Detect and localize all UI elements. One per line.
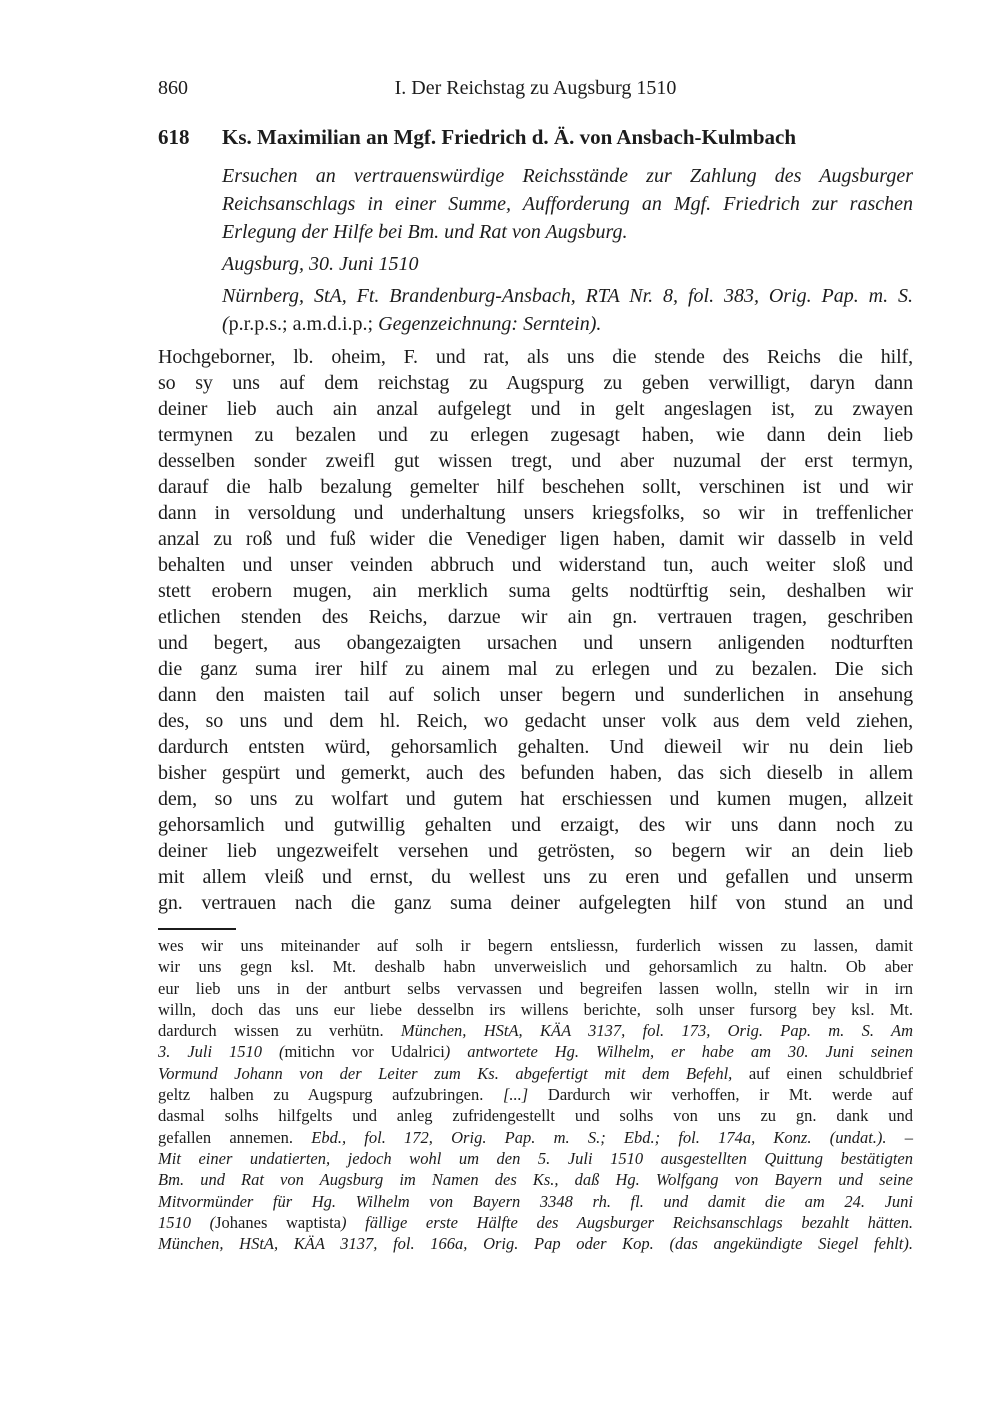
text-line [158,956,913,977]
document-summary [222,162,913,246]
text-line: behalten und unser veinden abbruch und widerstand tun, auch weiter sloß und [158,554,913,576]
text-line: deiner lieb auch ain anzal aufgelegt und in gelt angeslagen ist, zu zwayen [158,398,913,420]
text-line: stett erobern mugen, ain merklich suma gelts nodtürftig sein, deshalben wir [158,580,913,602]
footnote-text [158,935,913,1254]
italic-segment: Mit einer undatierten, jedoch wohl um den 5. Juli 1510 ausgestellten Quittung bestätigten [158,1148,913,1168]
text-line: bisher gespürt und gemerkt, auch des befunden haben, das sich dieselb in allem [158,762,913,784]
text-line: Hochgeborner, lb. oheim, F. und rat, als uns die stende des Reichs die hilf, [158,346,913,368]
italic-segment: ) fällige erste Hälfte des Augsburger Reichsanschlags bezahlt hätten. [340,1212,913,1232]
text-line [158,999,913,1020]
text-line: anzal zu roß und fuß wider die Venediger ligen haben, damit wir dasselb in veld [158,528,913,550]
text-line [158,1127,913,1148]
text-line: die ganz suma irer hilf zu ainem mal zu erlegen und zu bezalen. Die sich [158,658,913,680]
document-number: 618 [158,125,190,149]
italic-segment: Vormund Johann von der Leiter zum Ks. abgefertigt mit dem Befehl, [158,1063,733,1083]
text-line: termynen zu bezalen und zu erlegen zugesagt haben, wie dann dein lieb [158,424,913,446]
text-line [158,1020,913,1041]
text-line [222,310,913,338]
roman-segment: mitichn vor Udalrici [284,1042,445,1062]
italic-segment: ) antwortete Hg. Wilhelm, er habe am 30. Juni seinen [444,1042,913,1062]
italic-segment: München, HStA, KÄA 3137, fol. 173, Orig. Pap. m. S. Am [400,1021,914,1041]
roman-segment: dasmal solhs hilfgelts und anleg zufridengestellt und solhs von uns zu gn. dank und [158,1106,913,1126]
archive-reference [222,282,913,338]
roman-segment: gefallen annemen. [158,1127,312,1147]
text-line: darauf die halb bezalung gemelter hilf beschehen sollt, verschinen ist und wir [158,476,913,498]
italic-segment: Bm. und Rat von Augsburg im Namen des Ks., daß Hg. Wolfgang von Bayern und seine [158,1170,913,1190]
text-line: desselben sonder zweifl gut wissen tregt, und aber nuzumal der erst termyn, [158,450,913,472]
roman-segment: Dardurch wir verhoffen, ir Mt. werde auf [528,1085,913,1105]
document-date: Augsburg, 30. Juni 1510 [222,253,419,275]
text-line: des, so uns und dem hl. Reich, wo gedacht unser volk aus dem veld ziehen, [158,710,913,732]
text-line [158,935,913,956]
text-line: deiner lieb ungezweifelt versehen und getrösten, so begern wir an dein lieb [158,840,913,862]
italic-segment: Ebd., fol. 172, Orig. Pap. m. S.; Ebd.; fol. 174a, Konz. (undat.). – [311,1127,913,1147]
italic-segment: München, HStA, KÄA 3137, fol. 166a, Orig. Pap oder Kop. (das angekündigte Siegel fehlt). [158,1234,913,1254]
page-header [158,0,913,100]
text-line [158,1084,913,1105]
footnote-rule [158,928,236,930]
roman-segment: dardurch wissen zu verhütn. [158,1021,401,1041]
text-line: etlichen stenden des Reichs, darzue wir ain gn. vertrauen tragen, geschriben [158,606,913,628]
roman-segment: wes wir uns miteinander auf solh ir begern entsliessn, furderlich wissen zu lassen, damit [158,936,913,955]
document-body [158,344,913,916]
text-line [158,1233,913,1254]
roman-segment: auf einen schuldbrief [732,1063,913,1083]
document-title: Ks. Maximilian an Mgf. Friedrich d. Ä. von Ansbach-Kulmbach [222,125,797,149]
text-line: dardurch entsten würd, gehorsamlich gehalten. Und dieweil wir nu dein lieb [158,736,913,758]
roman-segment: p.r.p.s.; a.m.d.i.p.; [228,313,379,335]
text-line: Ersuchen an vertrauenswürdige Reichsstände zur Zahlung des Augsburger [222,165,913,187]
text-line [158,1041,913,1062]
italic-segment: 1510 ( [158,1212,216,1232]
text-line: gehorsamlich und gutwillig gehalten und erzaigt, des wir uns dann noch zu [158,814,913,836]
text-line [158,1169,913,1190]
italic-segment: 3. Juli 1510 ( [158,1042,285,1062]
text-line: Reichsanschlags in einer Summe, Aufforderung an Mgf. Friedrich zur raschen [222,193,913,215]
roman-segment: wir uns gegn ksl. Mt. deshalb habn unverweislich und gehorsamlich zu haltn. Ob aber [158,957,913,977]
roman-segment: willn, doch das uns eur liebe desselbn irs willens berichte, solh unser fursorg bey ksl. Mt. [158,999,913,1019]
text-line: dann in versoldung und underhaltung unsers kriegsfolks, so wir in treffenlicher [158,502,913,524]
text-line [158,1063,913,1084]
text-line: mit allem vleiß und ernst, du wellest uns zu eren und gefallen und unserm [158,866,913,888]
document-heading [158,122,913,152]
text-line [158,1212,913,1233]
italic-segment: ( [222,313,229,335]
running-head: I. Der Reichstag zu Augsburg 1510 [394,77,677,99]
text-line: gn. vertrauen nach die ganz suma deiner aufgelegten hilf von stund an und [158,892,913,914]
text-column [158,0,913,1254]
text-line [222,282,913,310]
text-line: Erlegung der Hilfe bei Bm. und Rat von Augsburg. [222,221,628,243]
text-line [158,1148,913,1169]
text-line: dem, so uns zu wolfart und gutem hat erschiessen und kumen mugen, allzeit [158,788,913,810]
roman-segment: eur lieb uns in der antburt selbs vervassen und begreifen lassen wolln, stelln wir in irn [158,978,913,998]
text-line [158,1191,913,1212]
text-line: so sy uns auf dem reichstag zu Augspurg zu geben verwilligt, daryn dann [158,372,913,394]
italic-segment: Gegenzeichnung: Serntein). [378,313,602,335]
text-line [158,1105,913,1126]
text-line [158,978,913,999]
italic-segment: Nürnberg, StA, Ft. Brandenburg-Ansbach, RTA Nr. 8, fol. 383, Orig. Pap. m. S. [222,285,913,307]
text-line: und begert, aus obangezaigten ursachen und unsern anligenden nodturften [158,632,913,654]
text-line: dann den maisten tail auf solich unser begern und sunderlichen in ansehung [158,684,913,706]
page-number: 860 [158,77,188,99]
italic-segment: Mitvormünder für Hg. Wilhelm von Bayern 3348 rh. fl. und damit die am 24. Juni [158,1191,913,1211]
italic-segment: [...] [503,1085,529,1105]
roman-segment: geltz halben zu Augspurg aufzubringen. [158,1085,504,1105]
roman-segment: Johanes waptista [215,1212,341,1232]
